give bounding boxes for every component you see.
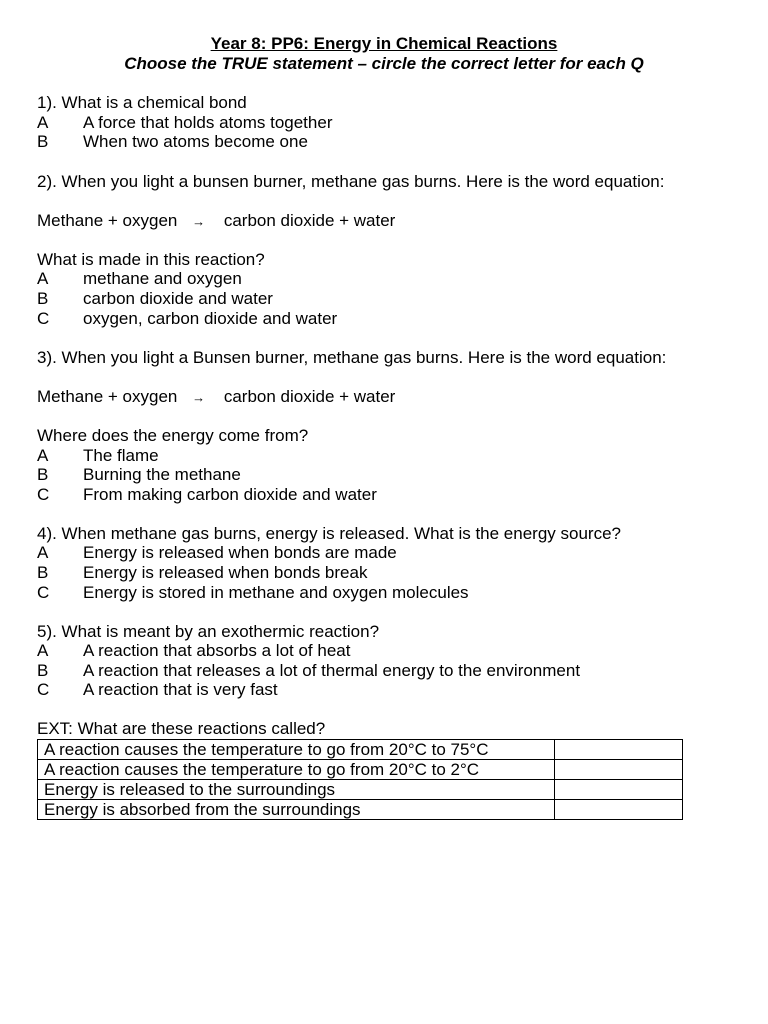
option-text: Energy is released when bonds break (83, 563, 368, 582)
right-arrow-icon: → (192, 214, 206, 229)
table-row (38, 780, 683, 800)
option-text: carbon dioxide and water (83, 289, 273, 308)
q3-word-equation (37, 387, 395, 408)
option-letter[interactable]: C (37, 583, 50, 602)
option-text: Energy is stored in methane and oxygen molecules (83, 583, 469, 602)
option-text: Burning the methane (83, 465, 241, 484)
option-text: A reaction that is very fast (83, 680, 278, 699)
table-row (38, 760, 683, 780)
answer-cell[interactable] (555, 780, 683, 800)
option-text: A reaction that releases a lot of thermal energy to the environment (83, 661, 581, 680)
statement-cell: Energy is absorbed from the surroundings (38, 800, 555, 820)
statement-cell: Energy is released to the surroundings (38, 780, 555, 800)
ext-answer-table (37, 739, 683, 820)
option-letter[interactable]: B (37, 563, 49, 582)
question-1: 1). What is a chemical bond (37, 93, 247, 112)
option-text: oxygen, carbon dioxide and water (83, 309, 338, 328)
option-text: Energy is released when bonds are made (83, 543, 397, 562)
option-letter[interactable]: B (37, 289, 49, 308)
equation-products: carbon dioxide + water (223, 211, 396, 230)
answer-cell[interactable] (555, 740, 683, 760)
equation-products: carbon dioxide + water (223, 387, 396, 406)
table-row (38, 800, 683, 820)
option-text: A reaction that absorbs a lot of heat (83, 641, 351, 660)
right-arrow-icon: → (192, 390, 206, 405)
option-text: methane and oxygen (83, 269, 242, 288)
equation-reactants: Methane + oxygen (37, 211, 178, 230)
option-text: When two atoms become one (83, 132, 308, 151)
question-2: 2). When you light a bunsen burner, methane gas burns. Here is the word equation: (37, 172, 665, 191)
equation-reactants: Methane + oxygen (37, 387, 178, 406)
option-letter[interactable]: A (37, 543, 49, 562)
option-text: From making carbon dioxide and water (83, 485, 377, 504)
table-row (38, 740, 683, 760)
answer-cell[interactable] (555, 800, 683, 820)
question-3: 3). When you light a Bunsen burner, methane gas burns. Here is the word equation: (37, 348, 667, 367)
q3-prompt: Where does the energy come from? (37, 426, 309, 445)
option-letter[interactable]: A (37, 446, 49, 465)
option-letter[interactable]: C (37, 485, 50, 504)
statement-cell: A reaction causes the temperature to go from 20°C to 2°C (38, 760, 555, 780)
answer-cell[interactable] (555, 760, 683, 780)
worksheet-instructions: Choose the TRUE statement – circle the correct letter for each Q (124, 54, 644, 73)
option-letter[interactable]: B (37, 465, 49, 484)
option-letter[interactable]: C (37, 309, 50, 328)
option-letter[interactable]: B (37, 132, 49, 151)
q2-word-equation (37, 211, 395, 232)
question-4: 4). When methane gas burns, energy is released. What is the energy source? (37, 524, 621, 543)
option-letter[interactable]: A (37, 641, 49, 660)
option-letter[interactable]: C (37, 680, 50, 699)
statement-cell: A reaction causes the temperature to go from 20°C to 75°C (38, 740, 555, 760)
option-text: A force that holds atoms together (83, 113, 333, 132)
option-letter[interactable]: B (37, 661, 49, 680)
option-letter[interactable]: A (37, 269, 49, 288)
q2-prompt: What is made in this reaction? (37, 250, 265, 269)
ext-question: EXT: What are these reactions called? (37, 719, 326, 738)
option-text: The flame (83, 446, 159, 465)
question-5: 5). What is meant by an exothermic reaction? (37, 622, 380, 641)
worksheet-title: Year 8: PP6: Energy in Chemical Reactions (210, 34, 558, 53)
option-letter[interactable]: A (37, 113, 49, 132)
